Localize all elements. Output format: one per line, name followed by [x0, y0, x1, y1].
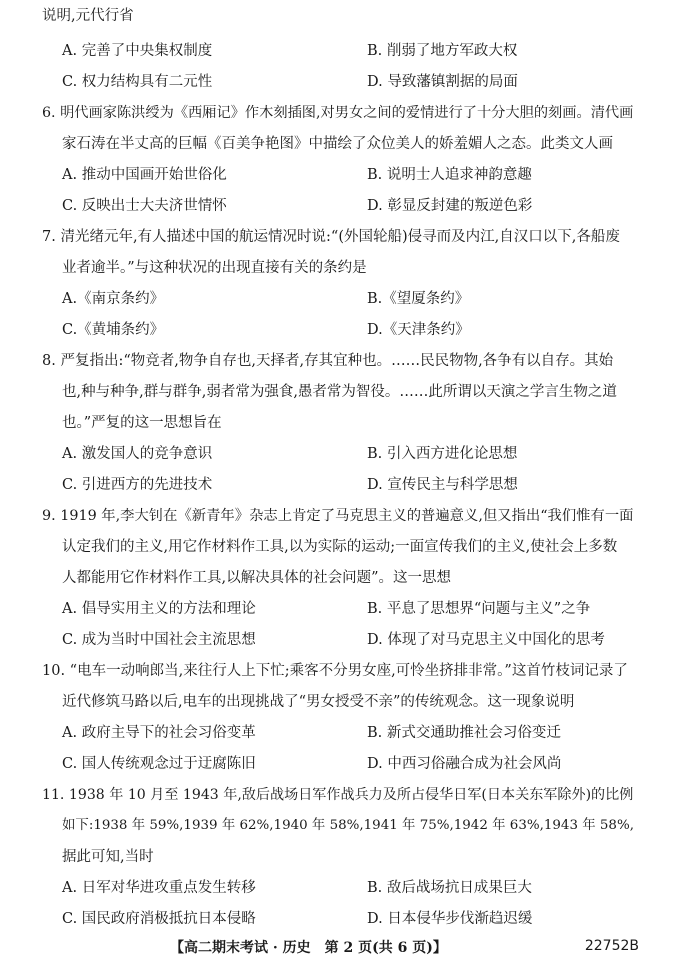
q11-stem-line-1: 11. 1938 年 10 月至 1943 年,敌后战场日军作战兵力及所占侵华日军(日本关东军除外)的比例	[42, 787, 634, 803]
q5-option-d: D. 导致藩镇割据的局面	[367, 74, 518, 90]
q10-option-d: D. 中西习俗融合成为社会风尚	[367, 756, 562, 772]
q10-option-a: A. 政府主导下的社会习俗变革	[62, 725, 256, 741]
q5-option-c: C. 权力结构具有二元性	[62, 74, 213, 90]
q8-option-b: B. 引入西方进化论思想	[367, 446, 518, 462]
q8-option-c: C. 引进西方的先进技术	[62, 477, 213, 493]
q8-option-d: D. 宣传民主与科学思想	[367, 477, 518, 493]
q6-option-a: A. 推动中国画开始世俗化	[62, 167, 227, 183]
q11-option-a: A. 日军对华进攻重点发生转移	[62, 880, 256, 896]
q10-option-c: C. 国人传统观念过于迂腐陈旧	[62, 756, 256, 772]
q11-option-d: D. 日本侵华步伐渐趋迟缓	[367, 911, 533, 927]
q11-option-c: C. 国民政府消极抵抗日本侵略	[62, 911, 256, 927]
q11-stem-line-3: 据此可知,当时	[62, 849, 154, 865]
q8-option-a: A. 激发国人的竞争意识	[62, 446, 213, 462]
q6-option-b: B. 说明士人追求神韵意趣	[367, 167, 532, 183]
q11-option-b: B. 敌后战场抗日成果巨大	[367, 880, 532, 896]
q8-stem-line-1: 8. 严复指出:“物竞者,物争自存也,天择者,存其宜种也。……民民物物,各争有以自存。其始	[42, 353, 614, 369]
q9-stem-line-2: 认定我们的主义,用它作材料作工具,以为实际的运动;一面宣传我们的主义,使社会上多数	[62, 539, 618, 555]
footer-exam-code: 22752B	[584, 938, 639, 954]
footer-page-info: 【高二期末考试 · 历史 第 2 页(共 6 页)】	[170, 940, 447, 956]
q5-option-b: B. 削弱了地方军政大权	[367, 43, 518, 59]
q10-stem-line-1: 10. “电车一动响郎当,来往行人上下忙;乘客不分男女座,可怜坐挤排非常。”这首竹枝词记录了	[42, 663, 628, 679]
q9-option-c: C. 成为当时中国社会主流思想	[62, 632, 256, 648]
q8-stem-line-2: 也,种与种争,群与群争,弱者常为强食,愚者常为智役。……此所谓以天演之学言生物之道	[62, 384, 617, 400]
q11-stem-line-2: 如下:1938 年 59%,1939 年 62%,1940 年 58%,1941 年 75%,1942 年 63%,1943 年 58%,	[62, 818, 634, 833]
q8-stem-line-3: 也。”严复的这一思想旨在	[62, 415, 222, 431]
q7-stem-line-2: 业者逾半。”与这种状况的出现直接有关的条约是	[62, 260, 367, 276]
q7-option-a: A.《南京条约》	[62, 291, 165, 307]
q9-option-a: A. 倡导实用主义的方法和理论	[62, 601, 256, 617]
q9-stem-line-1: 9. 1919 年,李大钊在《新青年》杂志上肯定了马克思主义的普遍意义,但又指出“我们惟有一面	[42, 508, 634, 524]
q7-stem-line-1: 7. 清光绪元年,有人描述中国的航运情况时说:“(外国轮船)侵寻而及内江,自汉口以下,各船废	[42, 229, 620, 245]
q5-option-a: A. 完善了中央集权制度	[62, 43, 213, 59]
q6-option-c: C. 反映出士大夫济世情怀	[62, 198, 227, 214]
q6-stem-line-1: 6. 明代画家陈洪绶为《西厢记》作木刻插图,对男女之间的爱情进行了十分大胆的刻画。清代画	[42, 105, 634, 121]
q9-option-d: D. 体现了对马克思主义中国化的思考	[367, 632, 605, 648]
q9-option-b: B. 平息了思想界“问题与主义”之争	[367, 601, 591, 617]
q10-stem-line-2: 近代修筑马路以后,电车的出现挑战了“男女授受不亲”的传统观念。这一现象说明	[62, 694, 575, 710]
q6-stem-line-2: 家石涛在半丈高的巨幅《百美争艳图》中描绘了众位美人的娇羞媚人之态。此类文人画	[62, 136, 613, 152]
q6-option-d: D. 彰显反封建的叛逆色彩	[367, 198, 533, 214]
q7-option-c: C.《黄埔条约》	[62, 322, 165, 338]
intro-text: 说明,元代行省	[42, 8, 134, 24]
q7-option-b: B.《望厦条约》	[367, 291, 470, 307]
q10-option-b: B. 新式交通助推社会习俗变迁	[367, 725, 561, 741]
page-footer	[0, 937, 677, 959]
q7-option-d: D.《天津条约》	[367, 322, 470, 338]
q9-stem-line-3: 人都能用它作材料作工具,以解决具体的社会问题”。这一思想	[62, 570, 452, 586]
